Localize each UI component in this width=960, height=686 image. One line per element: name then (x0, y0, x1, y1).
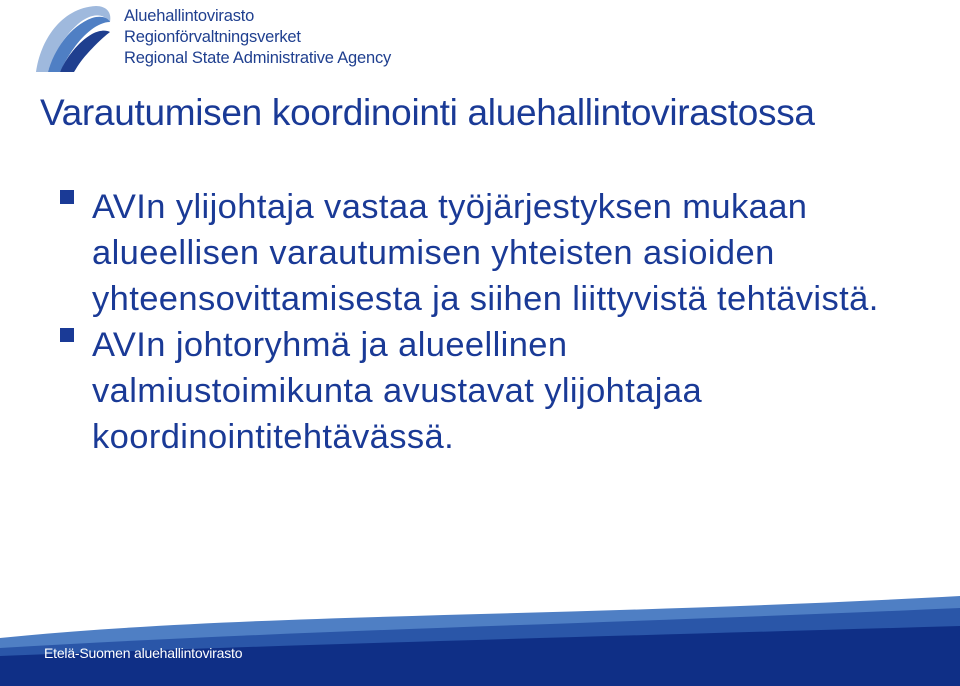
organisation-names (124, 6, 391, 69)
bullet-list (56, 184, 936, 460)
bullet-item (56, 322, 936, 460)
footer-wave-decoration (0, 590, 960, 686)
square-bullet-icon (60, 190, 74, 204)
bullet-item (56, 184, 936, 322)
agency-logo-icon (32, 2, 112, 74)
square-bullet-icon (60, 328, 74, 342)
slide-title: Varautumisen koordinointi aluehallintovirastossa (40, 92, 815, 133)
bullet-text: AVIn johtoryhmä ja alueellinen valmiustoimikunta avustavat ylijohtajaa koordinointitehtävässä. (92, 326, 703, 456)
org-name-finnish: Aluehallintovirasto (124, 7, 255, 25)
footer-agency-name: Etelä-Suomen aluehallintovirasto (44, 645, 243, 661)
bullet-text: AVIn ylijohtaja vastaa työjärjestyksen mukaan alueellisen varautumisen yhteisten asioiden yhteensovittamisesta ja siihen liittyvistä tehtävistä. (92, 188, 879, 318)
org-name-swedish: Regionförvaltningsverket (124, 28, 301, 46)
org-name-english: Regional State Administrative Agency (124, 49, 392, 67)
